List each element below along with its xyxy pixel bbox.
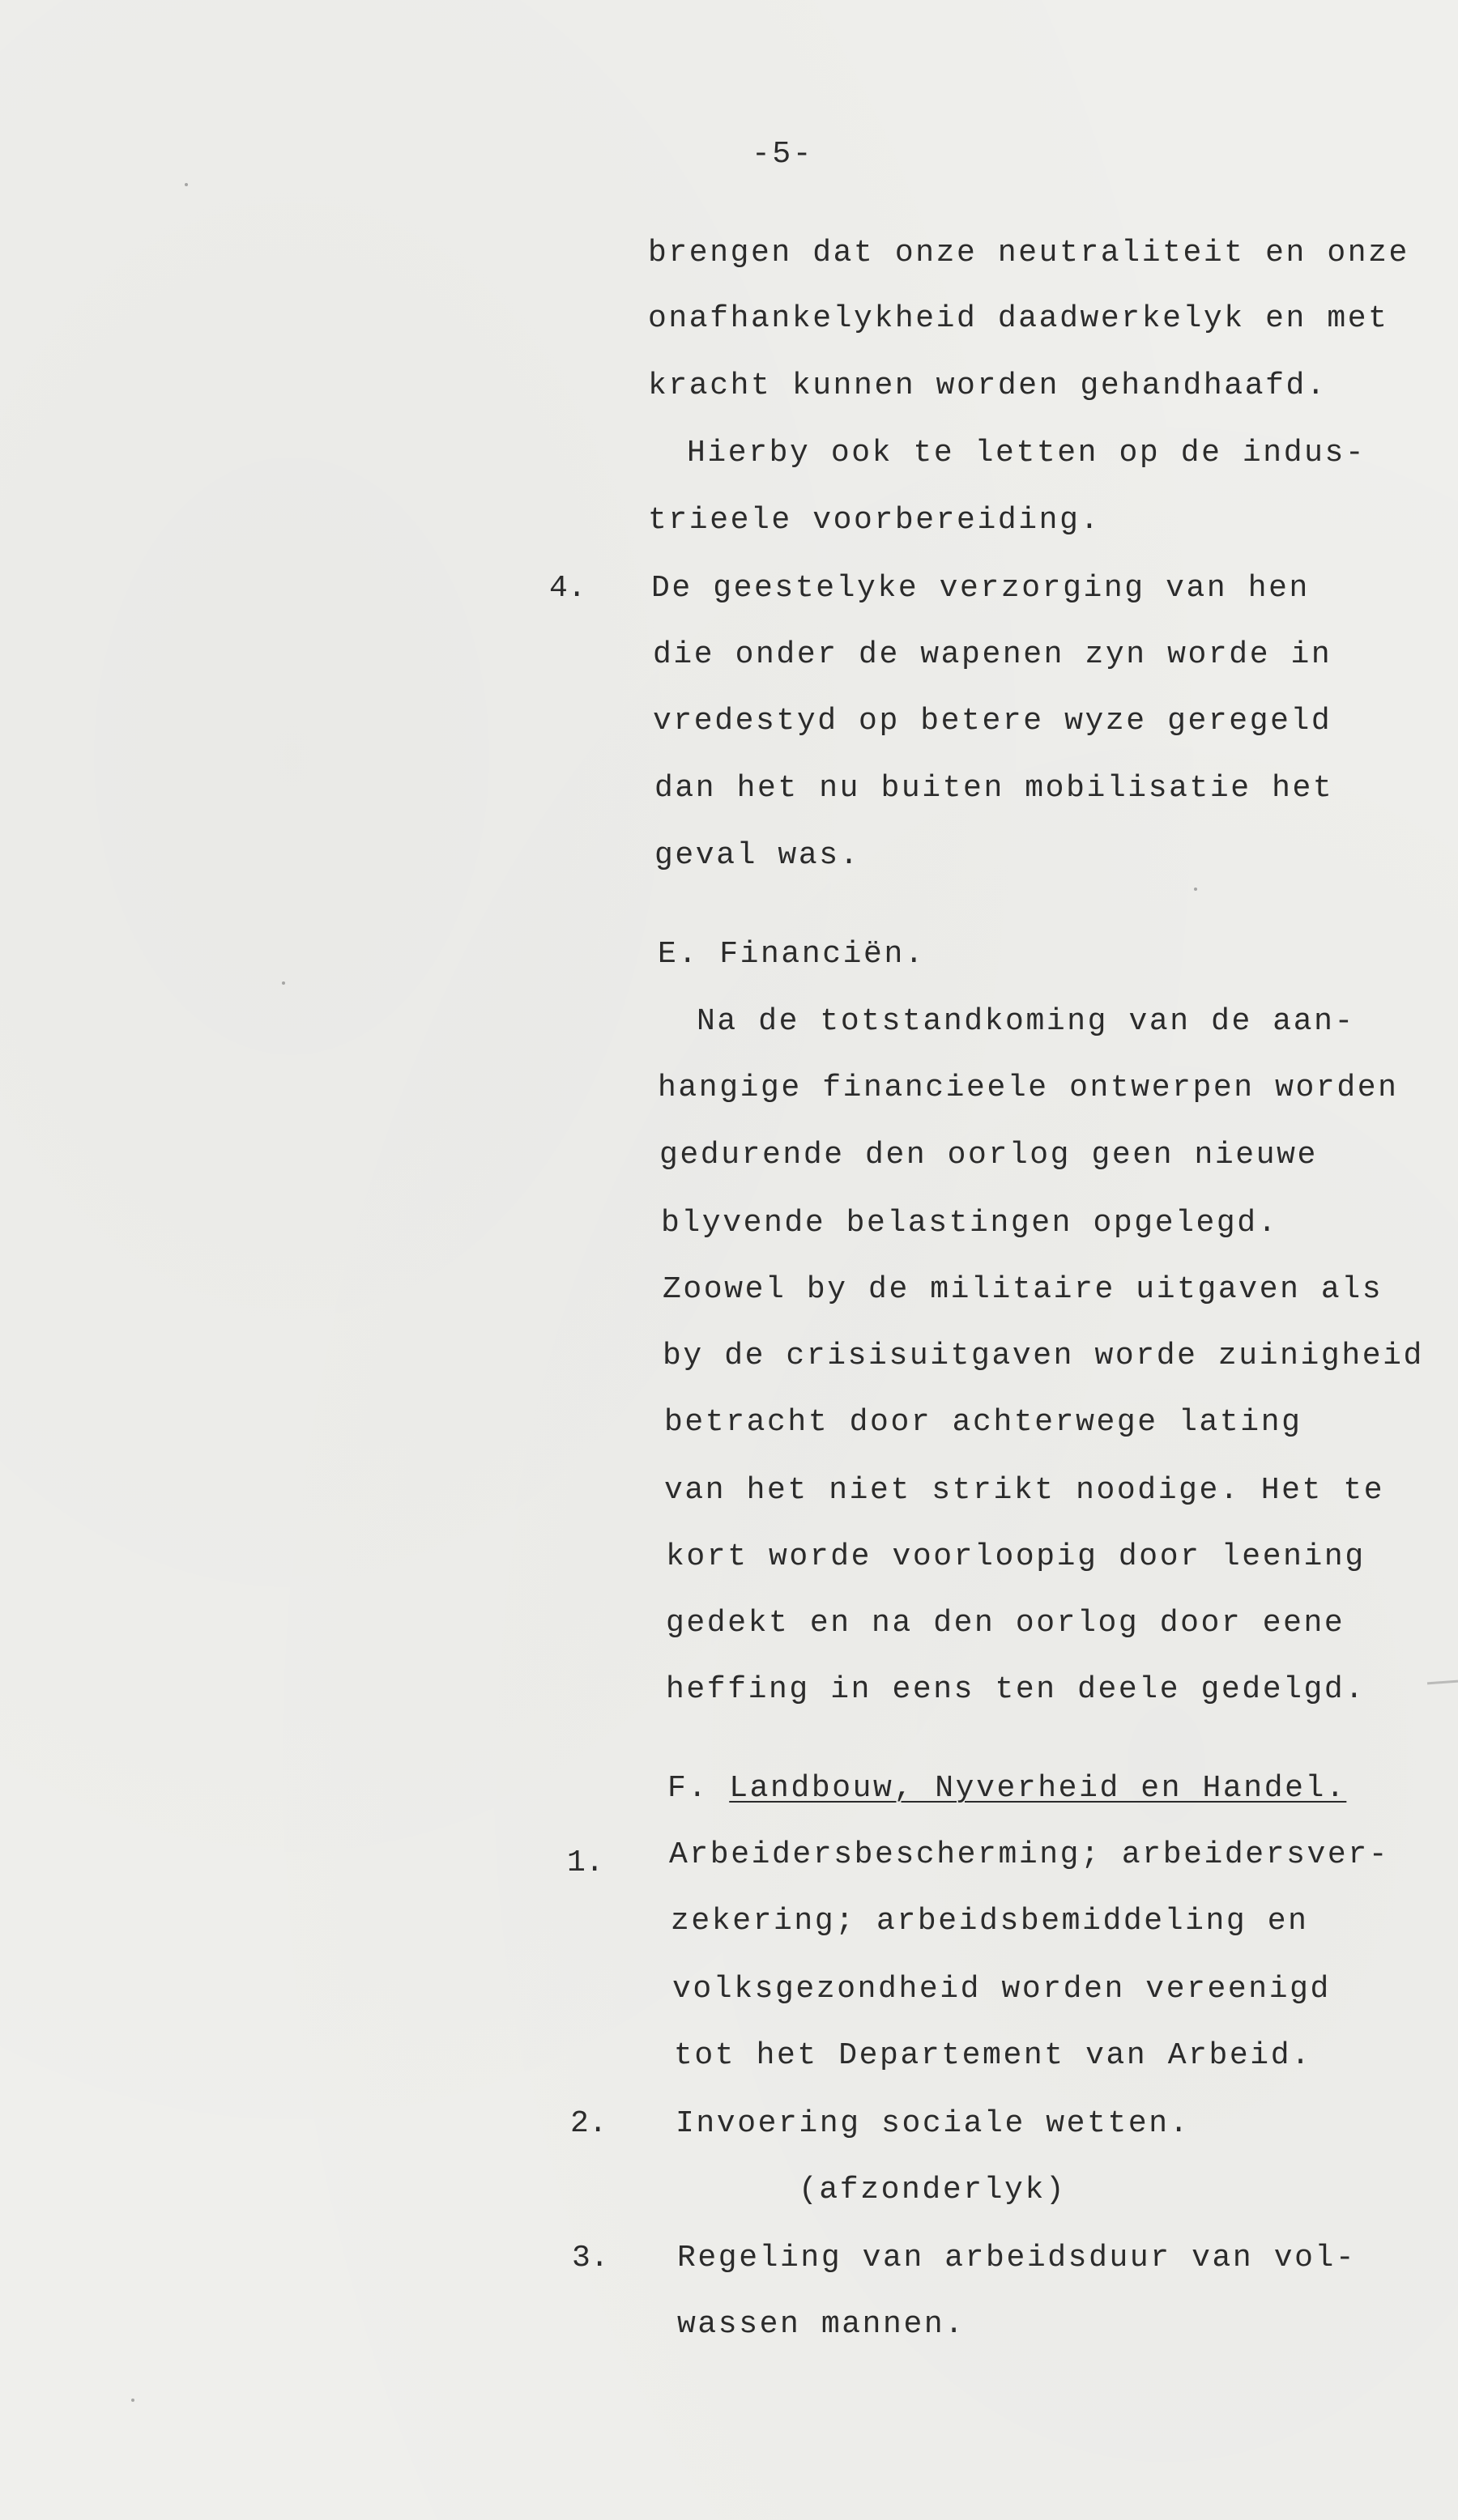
paper-scratch — [1427, 1680, 1458, 1685]
text-line: kracht kunnen worden gehandhaafd. — [648, 368, 1328, 403]
text-line: Na de totstandkoming van de aan- — [697, 1004, 1355, 1039]
list-number: 2. — [570, 2106, 608, 2141]
paper-speck — [1194, 888, 1197, 891]
text-line: zekering; arbeidsbemiddeling en — [671, 1904, 1309, 1939]
text-line: De geestelyke verzorging van hen — [651, 571, 1310, 606]
text-line: vredestyd op betere wyze geregeld — [653, 704, 1332, 739]
text-line: Regeling van arbeidsduur van vol- — [677, 2241, 1357, 2275]
text-line: die onder de wapenen zyn worde in — [653, 637, 1332, 672]
text-line: tot het Departement van Arbeid. — [674, 2038, 1312, 2073]
paper-speck — [131, 2399, 134, 2402]
text-line: onafhankelykheid daadwerkelyk en met — [648, 301, 1389, 336]
list-number: 1. — [567, 1845, 604, 1880]
text-line: kort worde voorloopig door leening — [666, 1539, 1366, 1574]
section-heading: E. Financiën. — [658, 937, 926, 972]
text-line: blyvende belastingen opgelegd. — [661, 1206, 1279, 1241]
text-line: Zoowel by de militaire uitgaven als — [663, 1272, 1383, 1307]
text-line: gedekt en na den oorlog door eene — [666, 1606, 1345, 1641]
text-line: van het niet strikt noodige. Het te — [664, 1473, 1385, 1508]
text-line: hangige financieele ontwerpen worden — [658, 1071, 1399, 1105]
section-heading-f — [667, 1773, 1346, 1804]
text-line: trieele voorbereiding. — [648, 503, 1101, 538]
text-line: betracht door achterwege lating — [664, 1405, 1302, 1440]
text-line: volksgezondheid worden vereenigd — [672, 1972, 1331, 2007]
text-line: geval was. — [654, 838, 861, 873]
text-line: heffing in eens ten deele gedelgd. — [666, 1672, 1366, 1707]
paper-speck — [185, 183, 188, 186]
text-line: (afzonderlyk) — [799, 2173, 1067, 2207]
text-line: Invoering sociale wetten. — [676, 2106, 1191, 2141]
list-number: 4. — [549, 571, 586, 606]
section-f-prefix: F. — [667, 1771, 709, 1806]
text-line: gedurende den oorlog geen nieuwe — [659, 1138, 1318, 1173]
section-f-title: Landbouw, Nyverheid en Handel. — [729, 1771, 1347, 1806]
text-line: brengen dat onze neutraliteit en onze — [648, 236, 1409, 270]
list-number: 3. — [572, 2241, 609, 2275]
text-line: Hierby ook te letten op de indus- — [687, 436, 1366, 470]
text-line: wassen mannen. — [677, 2307, 966, 2342]
text-line: by de crisisuitgaven worde zuinigheid — [663, 1339, 1424, 1373]
text-line: Arbeidersbescherming; arbeidersver- — [669, 1837, 1390, 1872]
paper-speck — [282, 981, 285, 985]
page-number: -5- — [752, 137, 814, 172]
text-line: dan het nu buiten mobilisatie het — [654, 771, 1334, 806]
